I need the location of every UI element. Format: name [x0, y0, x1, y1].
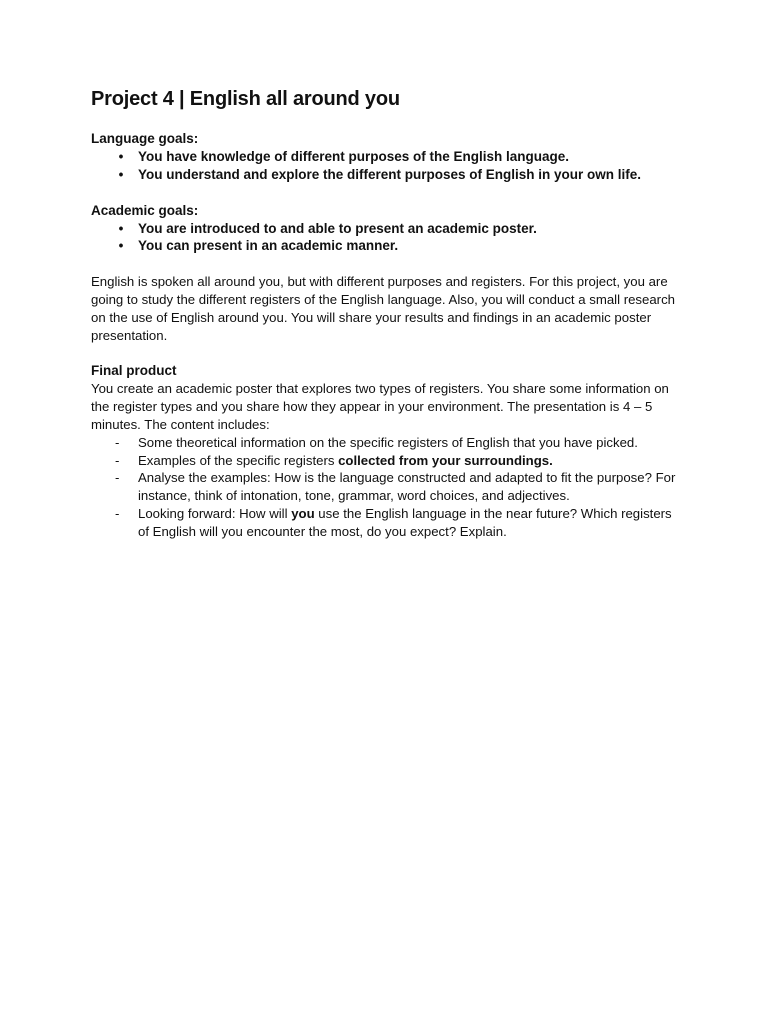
content-list-item [91, 434, 681, 452]
content-item-text-after: use the English language in the near future? Which registers of English will you encounter the most, do you expect? Explain. [138, 505, 672, 539]
dash-marker: - [115, 434, 120, 450]
bullet-icon: • [118, 238, 124, 254]
content-item-text: Some theoretical information on the specific registers of English that you have picked. [138, 434, 638, 450]
final-product-heading: Final product [91, 363, 177, 379]
language-goal-text: You have knowledge of different purposes of the English language. [138, 149, 570, 164]
dash-marker: - [115, 470, 120, 486]
bullet-icon: • [118, 220, 124, 236]
language-goals-heading: Language goals: [91, 131, 199, 146]
language-goals-section [91, 130, 681, 184]
language-goal-text: You understand and explore the different purposes of English in your own life. [138, 166, 642, 182]
content-item-text: Examples of the specific registers [138, 452, 339, 468]
content-item-emphasis: you [291, 505, 315, 521]
document-page [91, 86, 681, 541]
content-item-text: Analyse the examples: How is the language constructed and adapted to fit the purpose? For instance, think of intonation, tone, grammar, word choices, and adjectives. [138, 470, 676, 504]
content-list-item [91, 452, 681, 470]
bullet-icon: • [118, 149, 124, 164]
academic-goal-item [91, 237, 681, 255]
dash-marker: - [115, 452, 120, 468]
content-list-item [91, 505, 681, 541]
language-goal-item [91, 148, 681, 166]
academic-goal-item [91, 220, 681, 238]
content-item-text: Looking forward: How will [138, 505, 292, 521]
bullet-icon: • [118, 166, 124, 182]
academic-goals-list [91, 220, 681, 256]
intro-paragraph: English is spoken all around you, but with different purposes and registers. For this project, you are going to study the different registers of the English language. Also, you will conduct a small research on the use of English around you. You will share your results and findings in an academic poster presentation. [91, 274, 676, 343]
final-product-section [91, 362, 681, 540]
academic-goal-text: You can present in an academic manner. [138, 238, 399, 254]
content-list [91, 434, 681, 541]
content-item-emphasis: collected from your surroundings. [338, 452, 553, 468]
page-title: Project 4 | English all around you [91, 88, 400, 110]
academic-goals-heading: Academic goals: [91, 202, 199, 218]
academic-goals-section [91, 202, 681, 256]
language-goal-item [91, 166, 681, 184]
language-goals-list [91, 148, 681, 184]
final-product-paragraph: You create an academic poster that explores two types of registers. You share some information on the register types and you share how they appear in your environment. The presentation is 4 – 5 minutes. The content includes: [91, 381, 669, 432]
academic-goal-text: You are introduced to and able to present an academic poster. [138, 220, 537, 236]
content-list-item [91, 469, 681, 505]
dash-marker: - [115, 505, 120, 521]
